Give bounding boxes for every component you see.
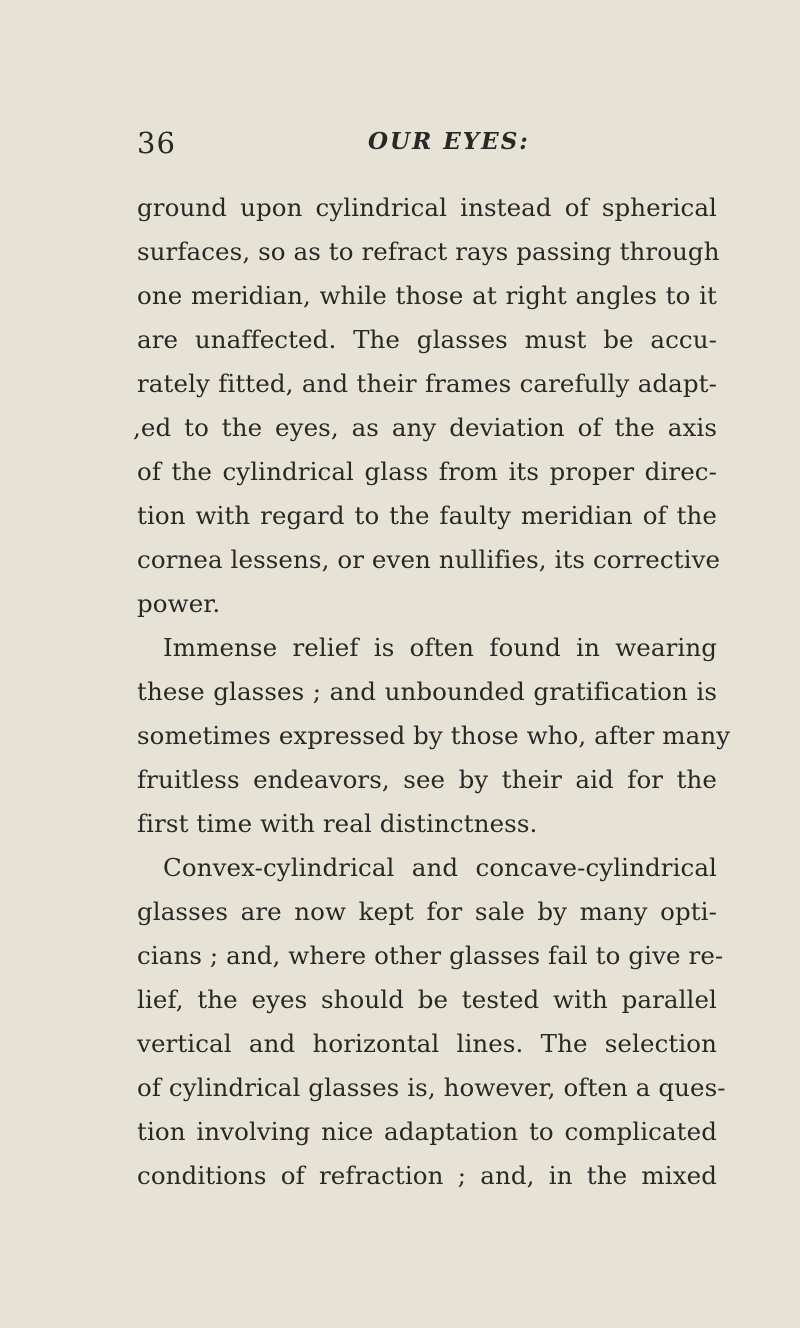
text-line: sometimes expressed by those who, after many — [137, 721, 731, 750]
text-line: tion with regard to the faulty meridian of the — [137, 501, 717, 530]
text-line: cornea lessens, or even nullifies, its corrective — [137, 545, 721, 574]
text-line: glasses are now kept for sale by many opti- — [137, 897, 717, 926]
text-line: rately fitted, and their frames carefully adapt- — [137, 369, 717, 398]
paragraph-end-line: power. — [137, 589, 221, 618]
text-line: of cylindrical glasses is, however, often a ques- — [137, 1073, 726, 1102]
text-line: conditions of refraction ; and, in the mixed — [137, 1161, 717, 1190]
text-line: vertical and horizontal lines. The selection — [137, 1029, 717, 1058]
text-line: surfaces, so as to refract rays passing through — [137, 237, 720, 266]
running-head: OUR EYES: — [368, 128, 530, 155]
text-line: are unaffected. The glasses must be accu- — [137, 325, 717, 354]
paragraph-start-line: Convex-cylindrical and concave-cylindrical — [163, 853, 717, 882]
text-line: these glasses ; and unbounded gratification is — [137, 677, 717, 706]
text-line: fruitless endeavors, see by their aid for the — [137, 765, 717, 794]
text-line: one meridian, while those at right angles to it — [137, 281, 717, 310]
text-line: lief, the eyes should be tested with parallel — [137, 985, 717, 1014]
page-number: 36 — [137, 126, 176, 160]
text-line: tion involving nice adaptation to complicated — [137, 1117, 717, 1146]
text-line: of the cylindrical glass from its proper direc- — [137, 457, 717, 486]
paragraph-end-line: first time with real distinctness. — [137, 809, 538, 838]
text-line: cians ; and, where other glasses fail to give re- — [137, 941, 724, 970]
text-line: ,ed to the eyes, as any deviation of the axis — [133, 413, 717, 442]
text-line: ground upon cylindrical instead of spherical — [137, 193, 717, 222]
body-text — [133, 186, 731, 1198]
paragraph-start-line: Immense relief is often found in wearing — [163, 633, 717, 662]
page-header — [137, 126, 697, 166]
